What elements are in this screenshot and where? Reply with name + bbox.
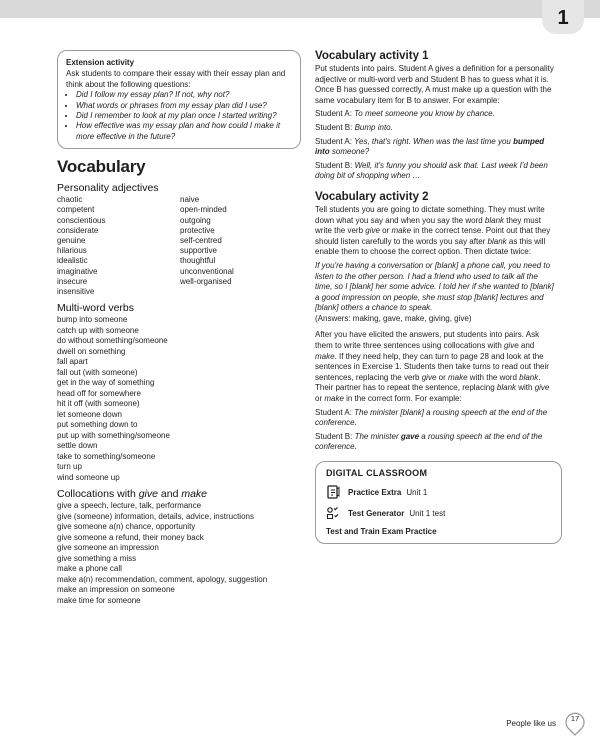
collocations-heading xyxy=(57,488,301,500)
practice-extra-link[interactable] xyxy=(326,485,551,499)
collocations-heading-give: give xyxy=(138,488,158,501)
list-item: give someone a refund, their money back xyxy=(57,532,204,542)
text-italic: blank xyxy=(519,372,539,382)
list-item: make a phone call xyxy=(57,564,122,574)
list-item: chaotic xyxy=(57,195,83,205)
dialogue-bold: gave xyxy=(400,431,420,441)
activity-2-pairs xyxy=(315,330,557,404)
dialogue-text: Yes, that's right. When was the last time you xyxy=(354,136,514,146)
text-italic: blank xyxy=(487,236,507,246)
multi-word-verbs-list xyxy=(57,315,301,483)
test-generator-label: Test Generator xyxy=(348,508,405,518)
list-item: imaginative xyxy=(57,266,98,276)
text-italic: blank xyxy=(484,215,505,225)
list-item: make a(n) recommendation, comment, apology, suggestion xyxy=(57,574,268,584)
text: . Their partner has to repeat the sentence, replacing xyxy=(315,372,541,393)
text: in the correct form. For example: xyxy=(343,394,462,404)
list-item: well-organised xyxy=(180,276,232,286)
list-item: self-centred xyxy=(180,236,222,246)
test-generator-icon xyxy=(326,506,340,520)
test-generator-link[interactable] xyxy=(326,506,551,520)
text-italic: give xyxy=(503,341,519,351)
page-number: 17 xyxy=(570,714,580,723)
list-item: thoughtful xyxy=(180,256,216,266)
unit-number-tab: 1 xyxy=(542,0,584,34)
extension-intro: Ask students to compare their essay with their essay plan and think about the following questions: xyxy=(66,69,286,89)
test-generator-unit: Unit 1 test xyxy=(409,508,446,518)
text-italic: make xyxy=(315,351,335,361)
extension-bullet: • How effective was my essay plan and how could I make it more effective in the future? xyxy=(76,121,292,142)
text: or xyxy=(436,372,448,382)
dictation-italic: If you're having a conversation or [blank] a phone call, you need to listen to the other person. I had a friend who used to talk all the time, so I [blank] her some advice. I told her if she wanted to [blank] a good impression on people, she must stop [blank] lectures and [blank] others a chance to speak. xyxy=(315,260,554,313)
speaker-label: Student B: xyxy=(315,431,355,441)
list-item: dwell on something xyxy=(57,346,126,356)
footer-unit-title: People like us xyxy=(506,718,556,728)
text-italic: give xyxy=(534,383,550,393)
speaker-label: Student B: xyxy=(315,122,355,132)
digital-classroom-title: DIGITAL CLASSROOM xyxy=(326,468,428,478)
list-item: hilarious xyxy=(57,246,87,256)
text: they must write the verb xyxy=(315,215,541,236)
dialogue-line xyxy=(315,432,557,453)
page-footer xyxy=(506,710,586,736)
dialogue-text: The minister [blank] a rousing speech at the end of the conference. xyxy=(315,407,548,428)
text-italic: give xyxy=(421,372,437,382)
list-item: get in the way of something xyxy=(57,378,155,388)
list-item: open-minded xyxy=(180,205,227,215)
list-item: outgoing xyxy=(180,215,211,225)
list-item: give a speech, lecture, talk, performance xyxy=(57,501,202,511)
list-item: catch up with someone xyxy=(57,325,139,335)
text: and xyxy=(518,341,535,351)
list-item: wind someone up xyxy=(57,472,120,482)
text: or xyxy=(379,226,392,236)
dialogue-text: The minister xyxy=(354,431,401,441)
text: or xyxy=(315,394,325,404)
list-item: hit it off (with someone) xyxy=(57,399,140,409)
list-item: protective xyxy=(180,225,215,235)
list-item: competent xyxy=(57,205,95,215)
answers: (Answers: making, gave, make, giving, give) xyxy=(315,313,472,323)
speaker-label: Student A: xyxy=(315,109,355,119)
page-number-badge xyxy=(564,710,586,736)
list-item: put up with something/someone xyxy=(57,430,170,440)
text-italic: give xyxy=(365,226,380,236)
activity-1-intro: Put students into pairs. Student A gives a definition for a personality adjective or multi-word verb and Student B has to guess what it is. Once B has guessed correctly, A must make up a question with the same vocabulary item for B to answer. For example: xyxy=(315,64,554,105)
list-item: head off for somewhere xyxy=(57,388,141,398)
vocabulary-heading: Vocabulary xyxy=(57,157,146,177)
dialogue-line xyxy=(315,408,557,429)
text: After you have elicited the answers, put students into pairs. Ask them to write three sentences using collocations with xyxy=(315,330,540,351)
collocations-list xyxy=(57,501,301,606)
extension-bullets xyxy=(66,90,292,142)
list-item: genuine xyxy=(57,236,86,246)
list-item: give something a miss xyxy=(57,553,137,563)
list-item: let someone down xyxy=(57,409,122,419)
dialogue-line xyxy=(315,123,557,134)
list-item: fall out (with someone) xyxy=(57,367,138,377)
practice-extra-label: Practice Extra xyxy=(348,487,402,497)
extension-bullet: • Did I remember to look at my plan once I started writing? xyxy=(76,111,292,121)
multi-word-verbs-heading: Multi-word verbs xyxy=(57,302,135,315)
dialogue-text: someone? xyxy=(329,147,370,157)
personality-adjectives-list xyxy=(57,195,301,297)
text: with xyxy=(516,383,535,393)
text: as this will enable them to choose the correct option. Then dictate twice: xyxy=(315,236,546,257)
personality-adjectives-heading: Personality adjectives xyxy=(57,182,159,195)
practice-extra-unit: Unit 1 xyxy=(406,487,428,497)
list-item: do without something/someone xyxy=(57,336,168,346)
list-item: make time for someone xyxy=(57,595,141,605)
dialogue-line xyxy=(315,161,557,182)
text-italic: make xyxy=(324,394,344,404)
speaker-label: Student B: xyxy=(315,160,355,170)
speaker-label: Student A: xyxy=(315,136,355,146)
dialogue-text: To meet someone you know by chance. xyxy=(354,109,495,119)
extension-bullet: • What words or phrases from my essay plan did I use? xyxy=(76,101,292,111)
list-item: bump into someone xyxy=(57,315,128,325)
activity-2-heading: Vocabulary activity 2 xyxy=(315,190,429,203)
collocations-heading-make: make xyxy=(181,488,208,501)
text: Tell students you are going to dictate something. They must write down what you say and when you say the word xyxy=(315,204,545,225)
dictation-text xyxy=(315,261,557,325)
list-item: fall apart xyxy=(57,357,88,367)
collocations-heading-text: Collocations with xyxy=(57,488,139,501)
list-item: unconventional xyxy=(180,266,234,276)
dialogue-text: a rousing speech at the end of the conference. xyxy=(315,431,543,452)
list-item: put something down to xyxy=(57,420,138,430)
list-item: give someone a(n) chance, opportunity xyxy=(57,522,196,532)
extension-bullet: • Did I follow my essay plan? If not, why not? xyxy=(76,90,292,100)
activity-2-instructions xyxy=(315,205,557,258)
top-bar xyxy=(0,0,600,18)
list-item: conscientious xyxy=(57,215,106,225)
list-item: considerate xyxy=(57,225,99,235)
dialogue-line xyxy=(315,137,557,158)
list-item: settle down xyxy=(57,441,98,451)
list-item: take to something/someone xyxy=(57,451,156,461)
collocations-heading-and: and xyxy=(157,488,182,501)
dialogue-text: Bump into. xyxy=(354,122,393,132)
activity-1-heading: Vocabulary activity 1 xyxy=(315,50,429,62)
extension-title: Extension activity xyxy=(66,58,135,67)
list-item: give someone an impression xyxy=(57,543,159,553)
left-column xyxy=(57,50,301,606)
text: . If they need help, they can turn to page 28 and look at the sentences in Exercise 1. Students then take turns to read out their sentences, replacing the verb xyxy=(315,351,549,382)
digital-classroom-box xyxy=(315,461,562,544)
text: with the word xyxy=(467,372,520,382)
dialogue-text: Well, it's funny you should ask that. Last week I'd been doing bit of shopping when … xyxy=(315,160,548,181)
list-item: turn up xyxy=(57,462,82,472)
dialogue-bold: bumped into xyxy=(315,136,545,157)
test-and-train-link[interactable]: Test and Train Exam Practice xyxy=(326,527,437,536)
dialogue-line xyxy=(315,109,557,120)
list-item: insensitive xyxy=(57,287,95,297)
list-item: supportive xyxy=(180,246,217,256)
right-column xyxy=(315,50,557,544)
list-item: give (someone) information, details, advice, instructions xyxy=(57,511,254,521)
list-item: idealistic xyxy=(57,256,88,266)
speaker-label: Student A: xyxy=(315,407,355,417)
text-italic: make xyxy=(391,226,412,236)
list-item: make an impression on someone xyxy=(57,585,175,595)
practice-extra-icon xyxy=(326,485,340,499)
extension-activity-box xyxy=(57,50,301,149)
list-item: insecure xyxy=(57,276,88,286)
text-italic: make xyxy=(447,372,468,382)
text: in the correct tense. Point out that they should listen carefully to the words you say after xyxy=(315,226,551,246)
list-item: naive xyxy=(180,195,200,205)
text-italic: blank xyxy=(496,383,517,393)
